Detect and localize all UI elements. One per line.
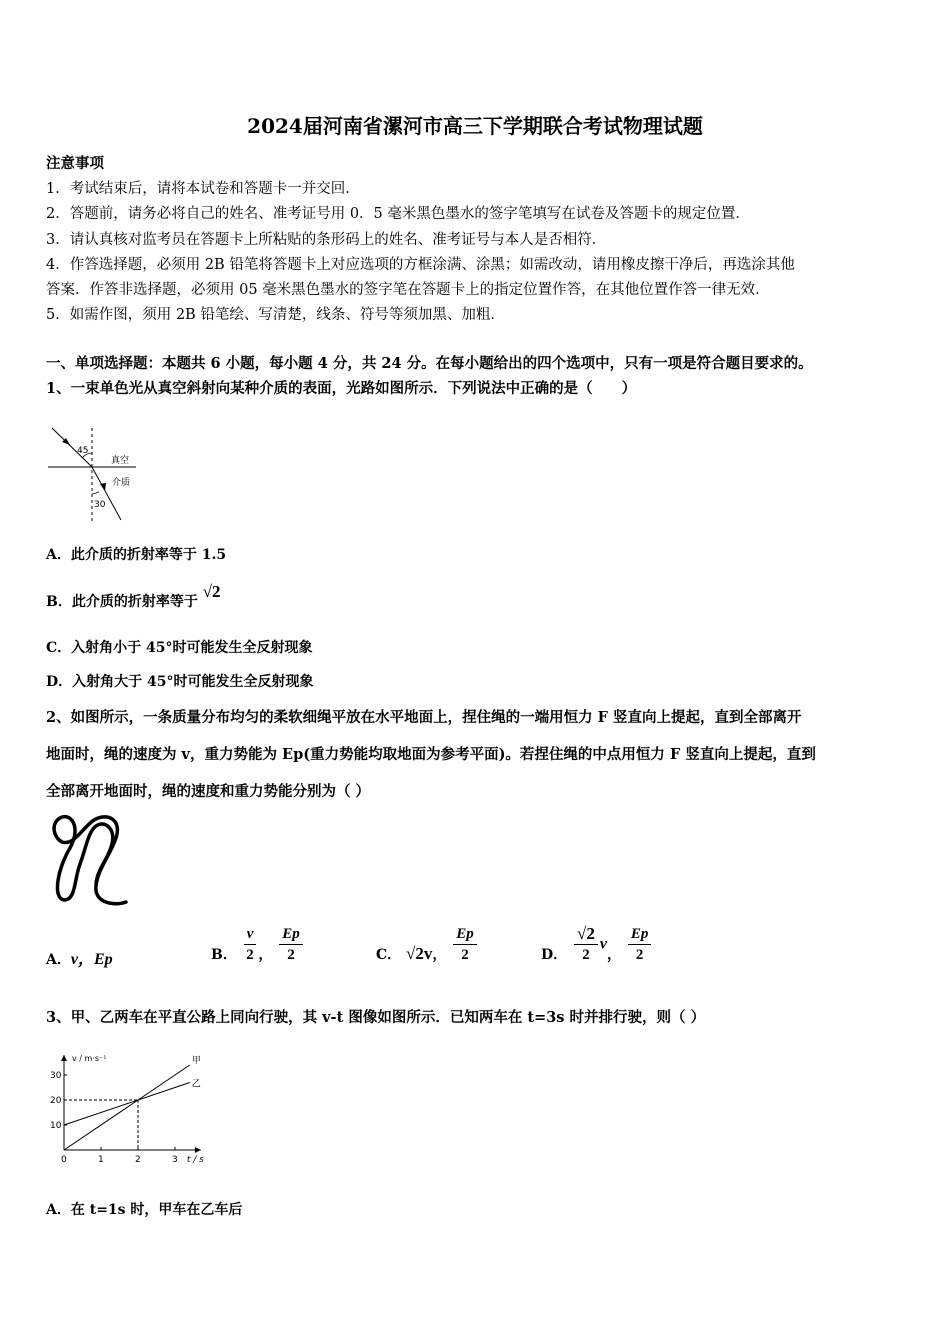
q2-option-a[interactable] <box>46 946 113 969</box>
q2-rope-figure <box>50 808 140 912</box>
q2-option-d-frac-ep: $\frac{Ep}{2}$ <box>628 924 652 965</box>
q2-option-d-label: D． <box>541 946 568 963</box>
x-tick-label: 3 <box>172 1155 178 1165</box>
q1-option-b-sqrt2: √2 <box>202 582 221 601</box>
notice-item-5: 5．如需作图，须用 2B 铅笔绘、写清楚，线条、符号等须加黑、加粗． <box>46 307 505 323</box>
y-tick-label: 10 <box>50 1121 62 1131</box>
q2-option-c-frac-ep: $\frac{Ep}{2}$ <box>453 924 477 965</box>
q1-option-c[interactable]: C．入射角小于 45°时可能发生全反射现象 <box>46 640 313 656</box>
y-axis-arrow <box>61 1055 67 1061</box>
q2-option-d[interactable]: D． $\frac{√2}{2}$ v， $\frac{Ep}{2}$ <box>541 924 653 965</box>
q2-stem-line3: 全部离开地面时，绳的速度和重力势能分别为（ ） <box>46 783 371 800</box>
q2-stem-line1: 2、如图所示，一条质量分布均匀的柔软细绳平放在水平地面上，捏住绳的一端用恒力 F 竖直向上提起，直到全部离开 <box>46 709 802 726</box>
notice-item-4: 4．作答选择题，必须用 2B 铅笔将答题卡上对应选项的方框涂满、涂黑；如需改动，请用橡皮擦干净后，再选涂其他 <box>46 257 795 273</box>
q1-option-b-text: B．此介质的折射率等于 <box>46 594 198 610</box>
q2-option-a-value: v，Ep <box>70 951 113 968</box>
notice-item-4-cont: 答案．作答非选择题，必须用 05 毫米黑色墨水的签字笔在答题卡上的指定位置作答，在其他位置作答一律无效． <box>46 282 770 298</box>
q1-stem: 1、一束单色光从真空斜射向某种介质的表面，光路如图所示．下列说法中正确的是（ ） <box>46 380 637 397</box>
q2-option-b-label: B． <box>211 946 237 963</box>
q3-vt-chart <box>44 1036 224 1168</box>
notice-item-2: 2．答题前，请务必将自己的姓名、准考证号用 0．5 毫米黑色墨水的签字笔填写在试卷及答题卡的规定位置． <box>46 206 750 222</box>
series-label-1: 甲 <box>191 1056 201 1066</box>
notice-heading: 注意事项 <box>46 155 104 172</box>
q2-option-a-label: A． <box>46 952 71 968</box>
x-axis-label: t / s <box>186 1155 204 1165</box>
notice-item-3: 3．请认真核对监考员在答题卡上所粘贴的条形码上的姓名、准考证号与本人是否相符． <box>46 232 607 248</box>
q1-option-b[interactable] <box>46 582 221 611</box>
q2-option-b-frac-ep: $\frac{Ep}{2}$ <box>279 924 303 965</box>
q2-option-d-frac-sqrt2: $\frac{√2}{2}$ <box>574 924 598 965</box>
q2-option-c[interactable]: C． √2v， $\frac{Ep}{2}$ <box>376 924 479 965</box>
notice-item-1: 1．考试结束后，请将本试卷和答题卡一并交回． <box>46 181 360 197</box>
angle-45-label: 45 <box>77 446 89 456</box>
q2-option-c-label: C． <box>376 946 402 963</box>
series-line-2 <box>64 1083 190 1126</box>
vacuum-label: 真空 <box>111 456 130 466</box>
q1-option-d[interactable]: D．入射角大于 45°时可能发生全反射现象 <box>46 674 314 690</box>
x-tick-label: 1 <box>98 1155 104 1165</box>
x-tick-label: 2 <box>135 1155 141 1165</box>
q1-option-a[interactable]: A．此介质的折射率等于 1.5 <box>46 547 227 563</box>
y-tick-label: 30 <box>50 1071 62 1081</box>
page-title: 2024届河南省漯河市高三下学期联合考试物理试题 <box>247 114 703 138</box>
x-tick-label: 0 <box>61 1155 67 1165</box>
q2-option-b[interactable]: B． $\frac{v}{2}$ ， $\frac{Ep}{2}$ <box>211 924 305 965</box>
section-heading: 一、单项选择题：本题共 6 小题，每小题 4 分，共 24 分。在每小题给出的四个选项中，只有一项是符合题目要求的。 <box>46 355 813 372</box>
q1-refraction-figure <box>48 420 148 530</box>
angle-30-label: 30 <box>94 500 106 510</box>
x-axis-arrow <box>195 1147 201 1153</box>
series-line-1 <box>64 1065 190 1150</box>
series-label-2: 乙 <box>191 1079 201 1090</box>
q2-option-b-frac-v: $\frac{v}{2}$ <box>244 924 257 965</box>
medium-label: 介质 <box>112 478 131 488</box>
y-axis-label: v / m·s⁻¹ <box>72 1054 107 1063</box>
q3-option-a[interactable]: A．在 t=1s 时，甲车在乙车后 <box>46 1202 243 1218</box>
q2-option-c-sqrt2v: √2v <box>406 943 433 963</box>
q3-stem: 3、甲、乙两车在平直公路上同向行驶，其 v-t 图像如图所示．已知两车在 t=3s 时并排行驶，则（ ） <box>46 1009 706 1026</box>
q2-stem-line2: 地面时，绳的速度为 v，重力势能为 Ep(重力势能均取地面为参考平面)。若捏住绳的中点用恒力 F 竖直向上提起，直到 <box>46 746 816 763</box>
y-tick-label: 20 <box>50 1096 62 1106</box>
